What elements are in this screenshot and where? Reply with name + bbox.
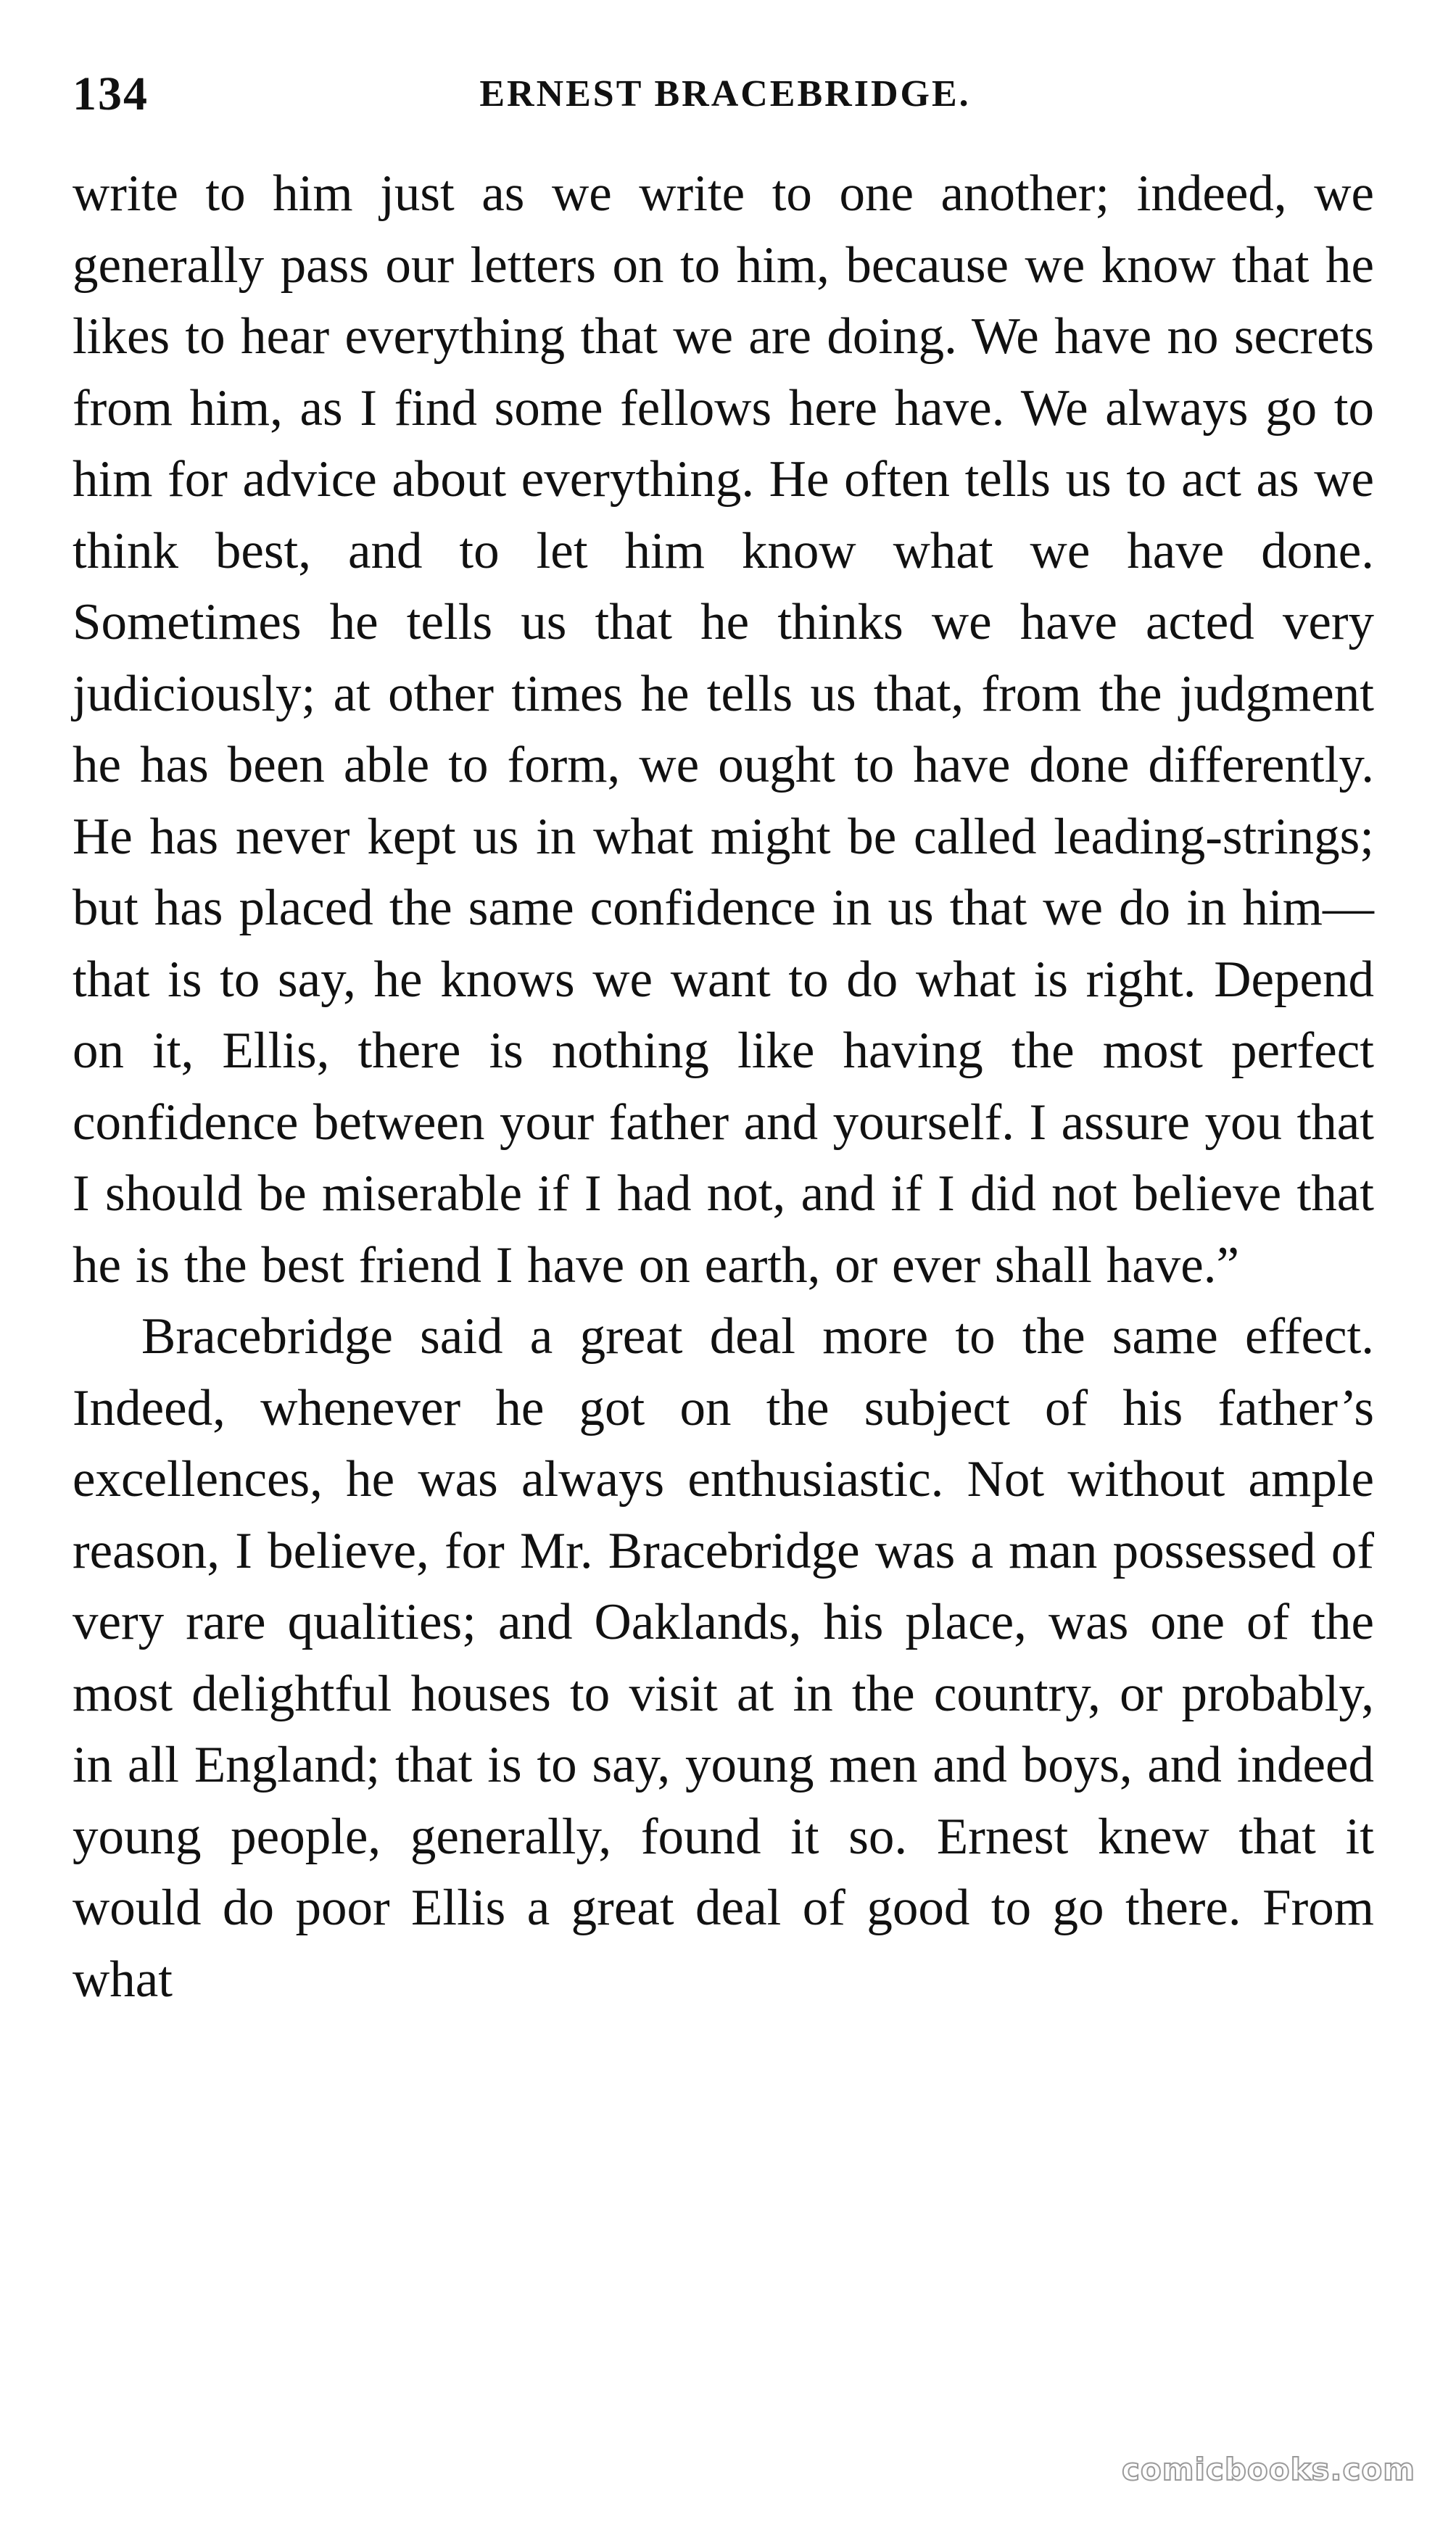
page-header	[73, 62, 1378, 127]
page-number: 134	[73, 67, 149, 120]
running-title: ERNEST BRACEBRIDGE.	[479, 73, 971, 115]
paragraph-bracebridge: Bracebridge said a great deal more to the same effect. Indeed, whenever he got on the subject of his father’s excellences, he was always enthusiastic. Not without ample reason, I believe, for Mr. Bracebridge was a man possessed of very rare qualities; and Oaklands, his place, was one of the most delightful houses to visit at in the country, or probably, in all England; that is to say, young men and boys, and indeed young people, generally, found it so. Ernest knew that it would do poor Ellis a great deal of good to go there. From what	[73, 1308, 1374, 2008]
body-text	[73, 158, 1374, 2015]
paragraph-continued: write to him just as we write to one another; indeed, we generally pass our letters on to him, because we know that he likes to hear everything that we are doing. We have no secrets from him, as I find some fellows here have. We always go to him for advice about everything. He often tells us to act as we think best, and to let him know what we have done. Sometimes he tells us that he thinks we have acted very judiciously; at other times he tells us that, from the judgment he has been able to form, we ought to have done differently. He has never kept us in what might be called leading-strings; but has placed the same confidence in us that we do in him—that is to say, he knows we want to do what is right. Depend on it, Ellis, there is nothing like having the most perfect confidence between your father and yourself. I assure you that I should be miserable if I had not, and if I did not believe that he is the best friend I have on earth, or ever shall have.”	[73, 165, 1374, 1294]
watermark: comicbooks.com	[1122, 2452, 1415, 2487]
